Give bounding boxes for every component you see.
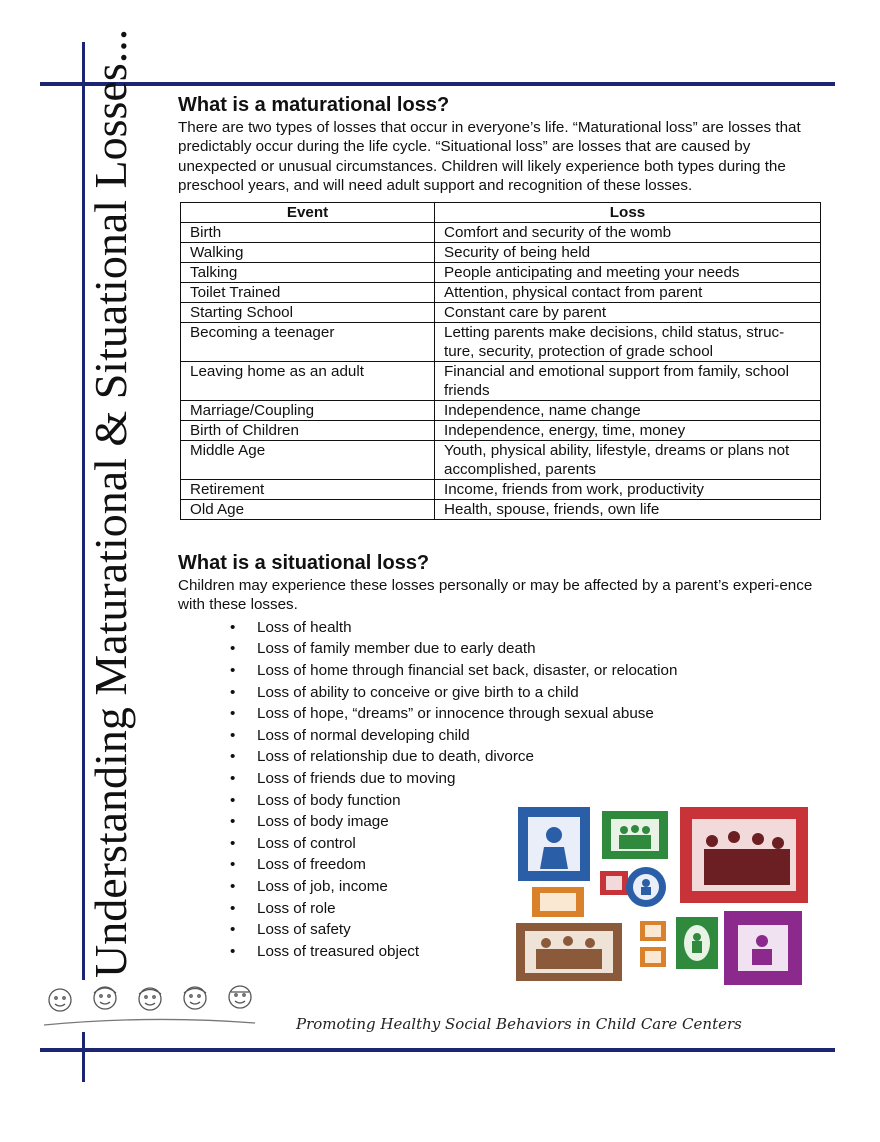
- table-row: [181, 441, 821, 480]
- maturational-loss-table: [180, 202, 821, 520]
- table-row: [181, 223, 821, 243]
- table-row: [181, 480, 821, 500]
- loss-cell: Constant care by parent: [435, 303, 821, 323]
- footer-tagline: Promoting Healthy Social Behaviors in Child Care Centers: [296, 1015, 742, 1033]
- loss-cell: Comfort and security of the womb: [435, 223, 821, 243]
- event-cell: Retirement: [181, 480, 435, 500]
- table-row: [181, 362, 821, 401]
- event-cell: Birth: [181, 223, 435, 243]
- list-item: [230, 746, 833, 768]
- list-item-text: Loss of role: [257, 899, 336, 917]
- event-cell: Birth of Children: [181, 421, 435, 441]
- event-cell: Talking: [181, 263, 435, 283]
- bullet-icon: •: [230, 813, 236, 831]
- bullet-icon: •: [230, 899, 236, 917]
- bullet-icon: •: [230, 921, 236, 939]
- table-row: [181, 283, 821, 303]
- bullet-icon: •: [230, 748, 236, 766]
- side-title: Understanding Maturational & Situational Losses...: [85, 28, 136, 978]
- event-column-header: Event: [181, 203, 435, 223]
- list-item-text: Loss of safety: [257, 921, 351, 939]
- loss-column-header: Loss: [435, 203, 821, 223]
- bullet-icon: •: [230, 705, 236, 723]
- loss-cell: Financial and emotional support from family, school friends: [435, 362, 821, 401]
- list-item-text: Loss of friends due to moving: [257, 769, 456, 787]
- list-item-text: Loss of control: [257, 834, 356, 852]
- list-item-text: Loss of health: [257, 618, 352, 636]
- faces-illustration: [40, 983, 270, 1033]
- bullet-icon: •: [230, 856, 236, 874]
- list-item: [230, 660, 833, 682]
- situational-intro: Children may experience these losses personally or may be affected by a parent’s experi-ence with these losses.: [178, 577, 813, 614]
- event-cell: Toilet Trained: [181, 283, 435, 303]
- event-cell: Starting School: [181, 303, 435, 323]
- event-cell: Leaving home as an adult: [181, 362, 435, 401]
- bullet-icon: •: [230, 618, 236, 636]
- event-cell: Marriage/Coupling: [181, 401, 435, 421]
- loss-cell: People anticipating and meeting your needs: [435, 263, 821, 283]
- top-rule: [40, 82, 835, 86]
- list-item: [230, 725, 833, 747]
- list-item-text: Loss of job, income: [257, 877, 388, 895]
- bullet-icon: •: [230, 661, 236, 679]
- list-item-text: Loss of treasured object: [257, 942, 420, 960]
- list-item: [230, 638, 833, 660]
- list-item-text: Loss of hope, “dreams” or innocence through sexual abuse: [257, 705, 654, 723]
- bullet-icon: •: [230, 726, 236, 744]
- event-cell: Becoming a teenager: [181, 323, 435, 362]
- framed-pictures-illustration: [512, 803, 812, 989]
- table-row: [181, 323, 821, 362]
- list-item: [230, 768, 833, 790]
- table-row: [181, 500, 821, 520]
- left-rule-bottom: [82, 1032, 85, 1082]
- bullet-icon: •: [230, 877, 236, 895]
- bullet-icon: •: [230, 791, 236, 809]
- table-row: [181, 243, 821, 263]
- loss-cell: Attention, physical contact from parent: [435, 283, 821, 303]
- loss-cell: Letting parents make decisions, child status, struc-ture, security, protection of grade school: [435, 323, 821, 362]
- list-item-text: Loss of home through financial set back, disaster, or relocation: [257, 661, 678, 679]
- event-cell: Old Age: [181, 500, 435, 520]
- table-row: [181, 303, 821, 323]
- list-item: [230, 703, 833, 725]
- list-item-text: Loss of freedom: [257, 856, 366, 874]
- list-item-text: Loss of family member due to early death: [257, 640, 536, 658]
- list-item-text: Loss of normal developing child: [257, 726, 470, 744]
- event-cell: Middle Age: [181, 441, 435, 480]
- event-cell: Walking: [181, 243, 435, 263]
- maturational-intro: There are two types of losses that occur in everyone’s life. “Maturational loss” are losses that predictably occur during the life cycle. “Situational loss” are losses that are caused by unexpected or unusual circumstances. Children will likely experience both types during the preschool years, and will need adult support and recognition of these losses.: [178, 119, 801, 194]
- table-body: [181, 223, 821, 520]
- loss-cell: Income, friends from work, productivity: [435, 480, 821, 500]
- loss-cell: Security of being held: [435, 243, 821, 263]
- bullet-icon: •: [230, 769, 236, 787]
- table-row: [181, 401, 821, 421]
- table-row: [181, 421, 821, 441]
- list-item: [230, 682, 833, 704]
- bullet-icon: •: [230, 640, 236, 658]
- list-item-text: Loss of relationship due to death, divorce: [257, 748, 534, 766]
- loss-cell: Independence, name change: [435, 401, 821, 421]
- table-row: [181, 263, 821, 283]
- table-header-row: [181, 203, 821, 223]
- bullet-icon: •: [230, 834, 236, 852]
- maturational-heading: What is a maturational loss?: [178, 94, 450, 116]
- bullet-icon: •: [230, 683, 236, 701]
- loss-cell: Health, spouse, friends, own life: [435, 500, 821, 520]
- list-item-text: Loss of body function: [257, 791, 401, 809]
- loss-cell: Youth, physical ability, lifestyle, dreams or plans not accomplished, parents: [435, 441, 821, 480]
- list-item-text: Loss of ability to conceive or give birth to a child: [257, 683, 579, 701]
- loss-cell: Independence, energy, time, money: [435, 421, 821, 441]
- situational-heading: What is a situational loss?: [178, 552, 430, 575]
- list-item: [230, 617, 833, 639]
- bullet-icon: •: [230, 942, 236, 960]
- bottom-rule: [40, 1048, 835, 1052]
- list-item-text: Loss of body image: [257, 813, 389, 831]
